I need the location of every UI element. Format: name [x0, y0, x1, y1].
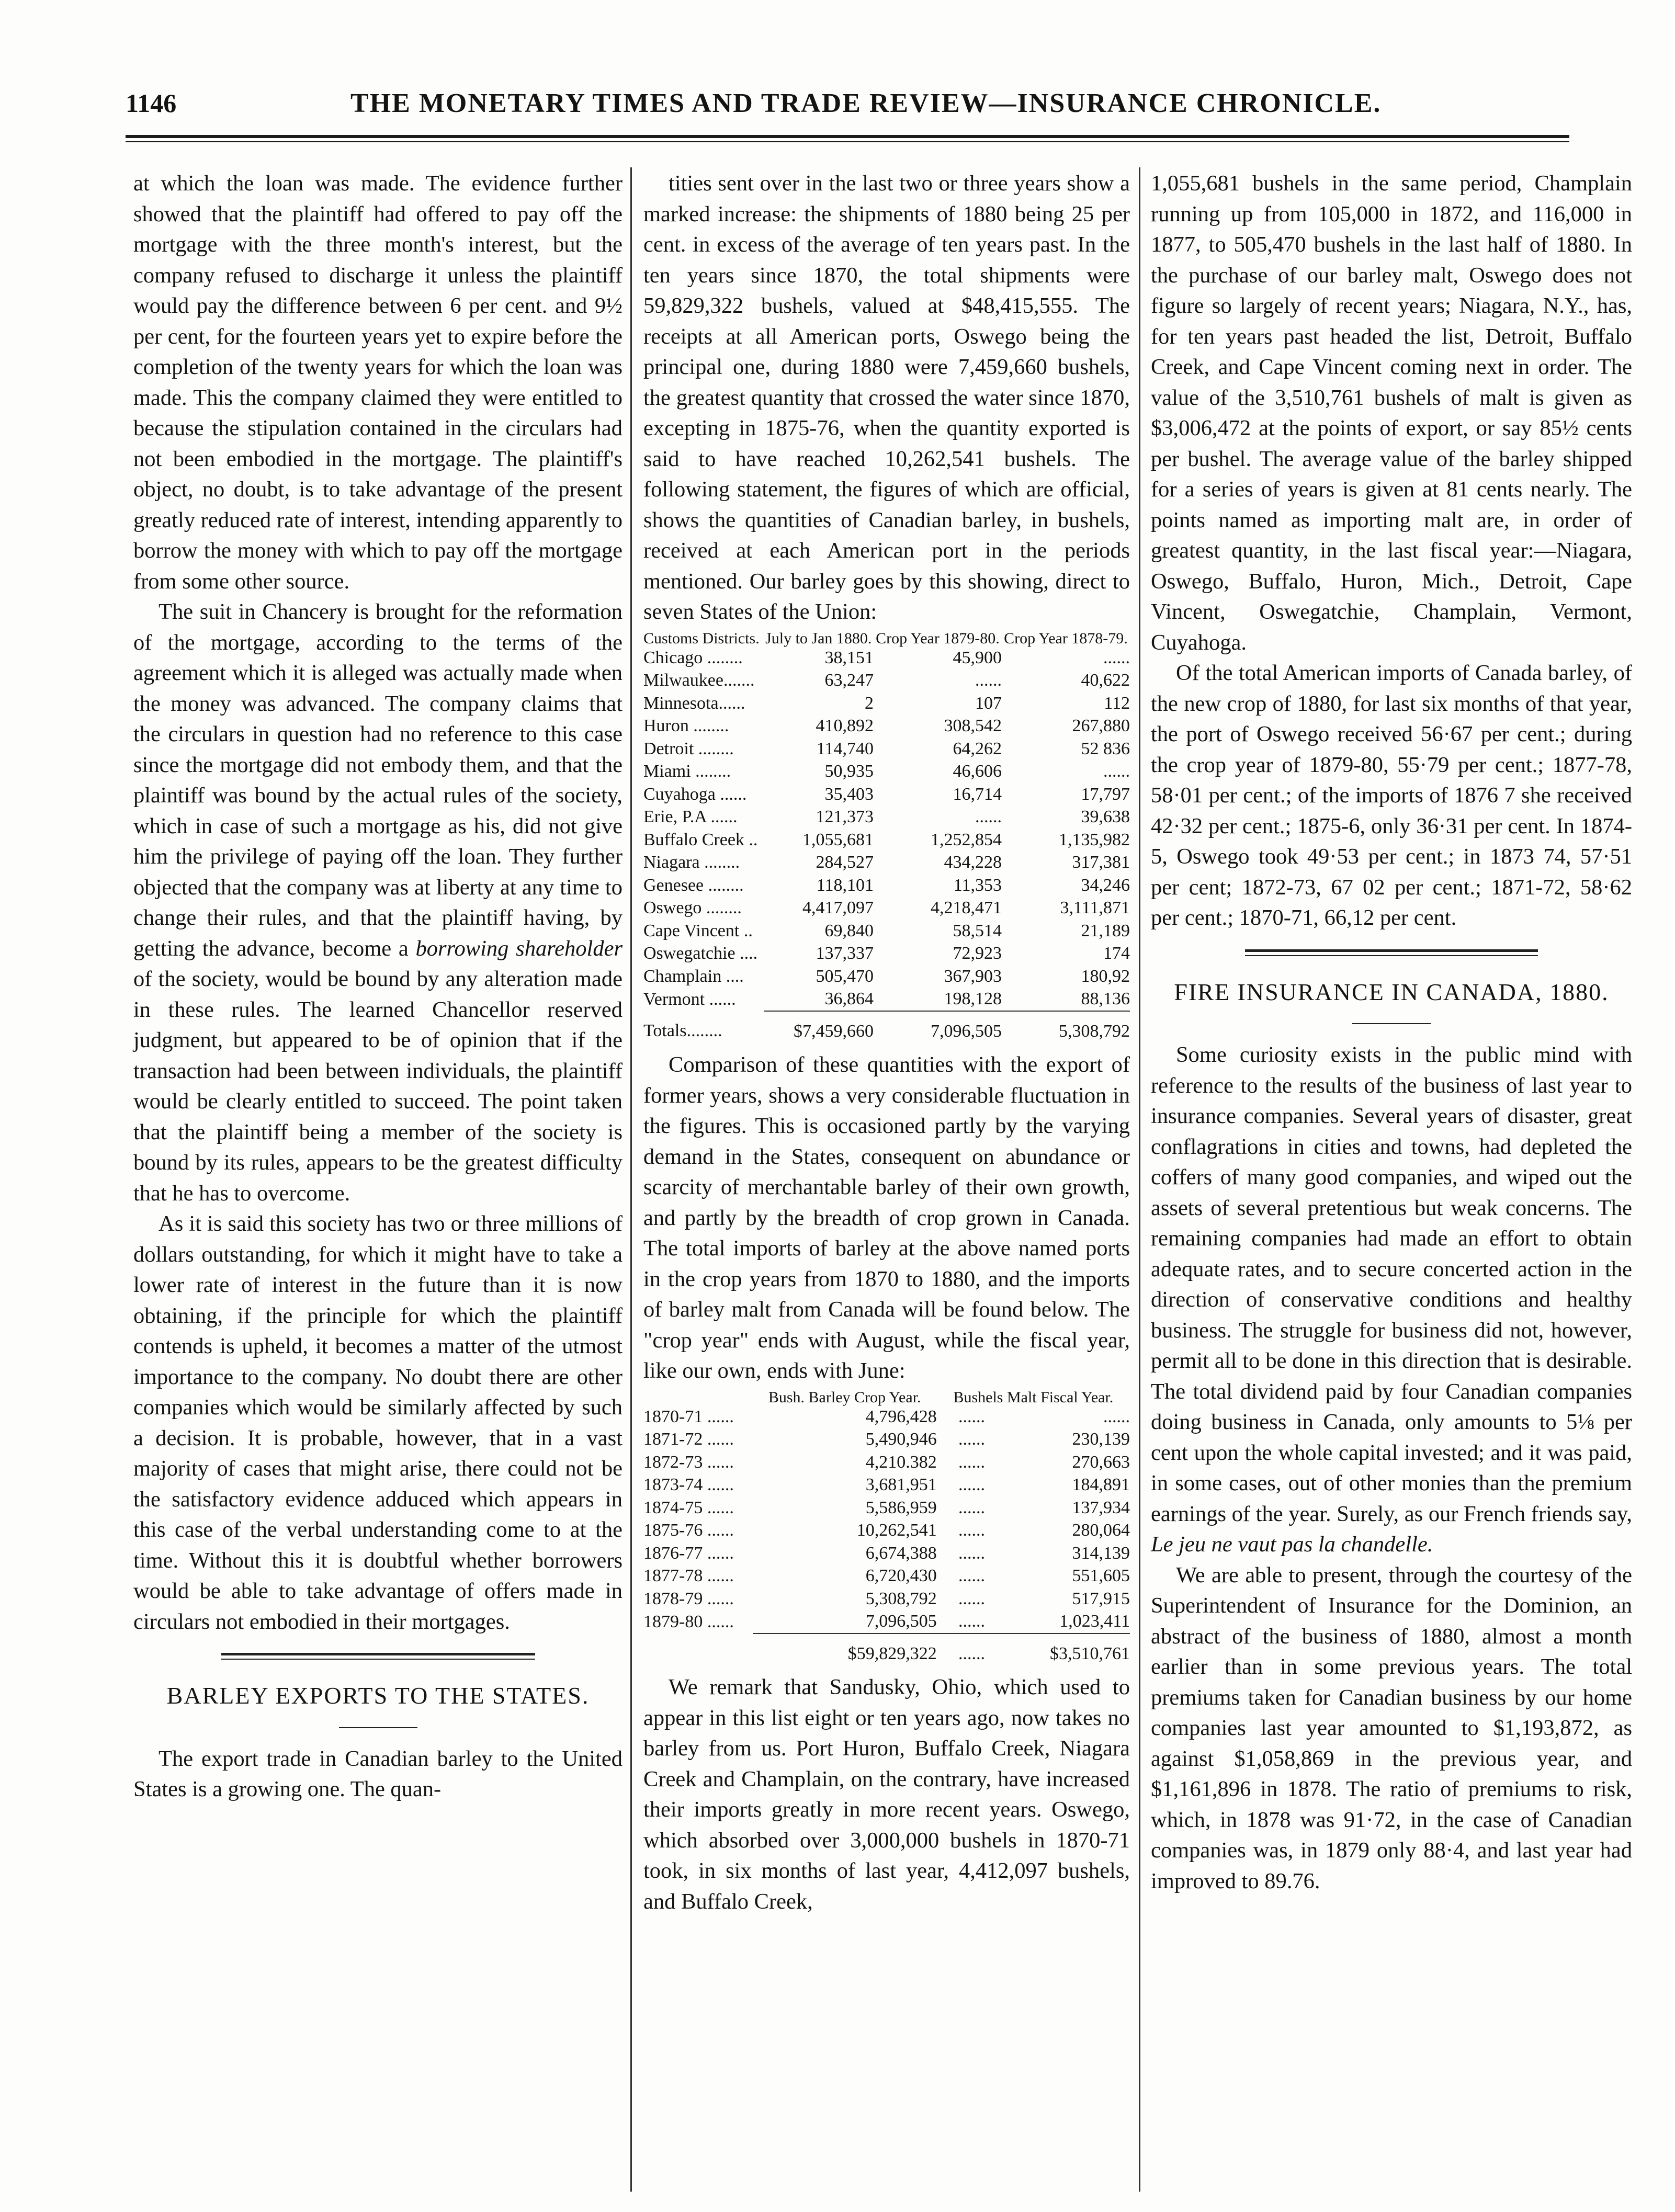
table-cell: 10,262,541 — [856, 1521, 937, 1540]
table-cell: 1,135,982 — [1059, 830, 1130, 849]
table-cell: 1874-75 ...... — [643, 1498, 734, 1517]
table-cell: 36,864 — [824, 989, 874, 1008]
table-cell: 63,247 — [824, 671, 874, 690]
table-cell: 314,139 — [1072, 1543, 1130, 1563]
paragraph: tities sent over in the last two or three years show a marked increase: the shipments of 1880 being 25 per cent. in excess of the average of ten years past. In the ten years since 1870, the total shipments were 59,829,322 bushels, valued at $48,415,555. The receipts at all American ports, Oswego being the principal one, during 1880 were 7,459,660 bushels, the greatest quantity that crossed the water since 1870, excepting in 1875-76, when the quantity exported is said to have reached 10,262,541 bushels. The following statement, the figures of which are official, shows the quantities of Canadian barley, in bushels, received at each American port in the periods mentioned. Our barley goes by this showing, direct to seven States of the Union: — [643, 171, 1130, 624]
text-run: of the society, would be bound by any alteration made in these rules. The learned Chancellor reserved judgment, but appeared to be of opinion that if the transaction had been between individuals, the plaintiff would be clearly entitled to succeed. The point taken that the plaintiff being a member of the society is bound by its rules, appears to be the greatest difficulty that he has to overcome. — [133, 967, 623, 1206]
table-row — [643, 783, 1130, 806]
table-cell: 69,840 — [824, 921, 874, 940]
paragraph: The export trade in Canadian barley to the United States is a growing one. The quan- — [133, 1746, 623, 1801]
table-cell: 517,915 — [1072, 1589, 1130, 1608]
table-row — [643, 1451, 1130, 1474]
table-cell: Champlain .... — [643, 966, 744, 986]
table-cell: 267,880 — [1072, 716, 1130, 735]
paragraph: We are able to present, through the courtesy of the Superintendent of Insurance for the Dominion, an abstract of the business of 1880, almost a month earlier than in some previous years. The total premiums taken for Canadian business by our home companies last year amounted to $1,193,872, as against $1,058,869 in the previous year, and $1,161,896 in 1878. The ratio of premiums to risk, which, in 1878 was 91·72, in the case of Canadian companies was, in 1879 only 88·4, and last year had improved to 89.76. — [1151, 1562, 1632, 1893]
paragraph — [133, 597, 623, 1209]
table-cell: 184,891 — [1072, 1475, 1130, 1494]
page-header — [126, 88, 1569, 135]
column-3 — [1151, 168, 1632, 1897]
table-row — [643, 829, 1130, 852]
table-cell: ...... — [958, 1498, 986, 1517]
paragraph: at which the loan was made. The evidence further showed that the plaintiff had offered to pay off the mortgage with the three month's interest, but the company refused to discharge it unless the plaintiff would pay the difference between 6 per cent. and 9½ per cent, for the fourteen years yet to expire before the completion of the twenty years for which the loan was made. This the company claimed they were entitled to because the stipulation contained in the circulars had not been embodied in the mortgage. The plaintiff's object, no doubt, is to take advantage of the present greatly reduced rate of interest, intending apparently to borrow the money with which to pay off the mortgage from some other source. — [133, 171, 623, 594]
table-cell: 11,353 — [953, 875, 1002, 895]
table-cell: ...... — [958, 1612, 986, 1631]
table-cell: 2 — [864, 693, 874, 713]
table-cell: 317,381 — [1072, 853, 1130, 872]
table-cell: ...... — [975, 671, 1002, 690]
section-heading: BARLEY EXPORTS TO THE STATES. — [166, 1682, 590, 1709]
table-row — [643, 1610, 1130, 1634]
table-cell: 4,417,097 — [802, 898, 874, 917]
table-cell: 34,246 — [1081, 875, 1130, 895]
text-run: The suit in Chancery is brought for the reformation of the mortgage, according to the terms of the agreement which it is alleged was actually made when the money was advanced. The company claims that the circulars in question had no reference to this case since the mortgage did not embody them, and that the plaintiff was bound by the actual rules of the society, which in case of such a mortgage as his, did not give him the privilege of paying off the loan. They further objected that the company was at liberty at any time to change their rules, and that the plaintiff having, by getting the advance, become a — [133, 599, 623, 961]
table-cell: Erie, P.A ...... — [643, 807, 738, 826]
table-cell: 1870-71 ...... — [643, 1406, 734, 1426]
table-cell: 1879-80 ...... — [643, 1612, 734, 1631]
table-cell: 88,136 — [1081, 989, 1130, 1008]
table-cell: 107 — [975, 693, 1002, 713]
table-cell: Miami ........ — [643, 762, 731, 781]
table-cell: 39,638 — [1081, 807, 1130, 826]
paragraph: We remark that Sandusky, Ohio, which used to appear in this list eight or ten years ago, now takes no barley from us. Port Huron, Buffalo Creek, Niagara Creek and Champlain, on the contrary, have increased their imports greatly in more recent years. Oswego, which absorbed over 3,000,000 bushels in 1870-71 took, in six months of last year, 4,412,097 bushels, and Buffalo Creek, — [643, 1675, 1130, 1914]
table-cell: ...... — [975, 807, 1002, 826]
table-cell: 410,892 — [816, 716, 874, 735]
table-cell: Genesee ........ — [643, 875, 744, 895]
column-divider — [630, 167, 632, 2192]
table-row — [643, 646, 1130, 670]
table-cell: 58,514 — [953, 921, 1002, 940]
text-run: Some curiosity exists in the public mind with reference to the results of the business of last year to insurance companies. Several years of disaster, great conflagrations in cities and towns, had depleted the coffers of many good companies, and wiped out the assets of several pretentious but weak concerns. The remaining companies had made an effort to obtain adequate rates, and to secure concerted action in the direction of conservative conditions and healthy business. The struggle for business did not, however, permit all to be done in this direction that is desirable. The total dividend paid by four Canadian companies doing business in Canada, only amounts to 5⅛ per cent upon the whole capital invested; and it was paid, in some cases, out of other monies than the premium earnings of the year. Surely, as our French friends say, — [1151, 1042, 1632, 1526]
table-cell: 308,542 — [944, 716, 1002, 735]
table-cell: 174 — [1103, 944, 1130, 963]
table-row — [643, 965, 1130, 988]
table-cell: 1872-73 ...... — [643, 1452, 734, 1472]
table-cell: 3,111,871 — [1060, 898, 1130, 917]
table-row — [643, 1428, 1130, 1451]
barley-by-year-table — [643, 1390, 1130, 1665]
column-divider — [1139, 167, 1140, 2192]
table-cell: 17,797 — [1081, 784, 1130, 804]
italic-text: borrowing shareholder — [415, 936, 623, 961]
table-total-cell: $7,459,660 — [764, 1011, 874, 1043]
table-cell: 72,923 — [953, 944, 1002, 963]
table-row — [643, 851, 1130, 874]
table-total-cell — [643, 1634, 753, 1665]
table-cell: Oswegatchie .... — [643, 944, 758, 963]
column-1 — [133, 168, 623, 1805]
table-cell: 118,101 — [816, 875, 874, 895]
table-cell: 1,252,854 — [930, 830, 1002, 849]
running-title: THE MONETARY TIMES AND TRADE REVIEW—INSURANCE CHRONICLE. — [350, 88, 1382, 118]
page-number: 1146 — [126, 88, 177, 118]
table-cell: Minnesota...... — [643, 693, 745, 713]
paragraph: 1,055,681 bushels in the same period, Champlain running up from 105,000 in 1872, and 116,000 in 1877, to 505,470 bushels in the last half of 1880. In the purchase of our barley malt, Oswego does not figure so largely of recent years; Niagara, N.Y., has, for ten years past headed the list, Detroit, Buffalo Creek, and Cape Vincent coming next in order. The value of the 3,510,761 bushels of malt is given as $3,006,472 at the points of export, or say 85½ cents per bushel. The average value of the barley shipped for a series of years is given at 81 cents nearly. The points named as importing malt are, in order of greatest quantity, in the last fiscal year:—Niagara, Oswego, Buffalo, Huron, Mich., Detroit, Cape Vincent, Oswegatchie, Champlain, Vermont, Cuyahoga. — [1151, 171, 1632, 655]
table-column-header: Customs Districts. — [643, 629, 760, 647]
table-column-header: Crop Year 1879-80. — [876, 629, 1000, 647]
section-rule — [221, 1653, 535, 1660]
table-cell: 5,586,959 — [865, 1498, 937, 1517]
table-total-cell: ...... — [937, 1634, 985, 1665]
table-cell: ...... — [1103, 1406, 1130, 1426]
paragraph: As it is said this society has two or three millions of dollars outstanding, for which it might have to take a lower rate of interest in the future than it is now obtaining, if the principle for which the plaintiff contends is upheld, it becomes a matter of the utmost importance to the company. No doubt there are other companies which would be similarly affected by such a decision. It is probable, however, that in a vast majority of cases that might arise, there could not be the satisfactory evidence adduced which appears in this case of the verbal understanding come to at the time. Without this it is doubtful whether borrowers would be able to take advantage of offers made in circulars not embodied in their mortgages. — [133, 1211, 623, 1634]
table-cell: 4,796,428 — [865, 1406, 937, 1426]
table-cell: 198,128 — [944, 989, 1002, 1008]
table-cell: 1876-77 ...... — [643, 1543, 734, 1563]
table-cell: 52 836 — [1081, 739, 1130, 758]
table-cell: 112 — [1104, 693, 1130, 713]
table-total-cell: $59,829,322 — [753, 1634, 937, 1665]
table-cell: 45,900 — [953, 648, 1002, 667]
table-row — [643, 738, 1130, 761]
table-total-cell: $3,510,761 — [985, 1634, 1130, 1665]
table-cell: Buffalo Creek .. — [643, 830, 758, 849]
table-cell: 16,714 — [953, 784, 1002, 804]
paragraph: Of the total American imports of Canada barley, of the new crop of 1880, for last six months of that year, the port of Oswego received 56·67 per cent.; during the crop year of 1879-80, 55·79 per cent.; 1877-78, 58·01 per cent.; of the imports of 1876 7 she received 42·32 per cent.; 1875-6, only 36·31 per cent. In 1874-5, Oswego took 49·53 per cent.; in 1873 74, 57·51 per cent; 1872-73, 67 02 per cent.; 1871-72, 58·62 per cent.; 1870-71, 66,12 per cent. — [1151, 661, 1632, 930]
table-cell: ...... — [958, 1589, 986, 1608]
table-cell: 64,262 — [953, 739, 1002, 758]
table-cell: 5,308,792 — [865, 1589, 937, 1608]
table-cell: 1877-78 ...... — [643, 1566, 734, 1585]
table-row — [643, 1405, 1130, 1428]
table-column-header: Crop Year 1878-79. — [1004, 629, 1128, 647]
table-cell: 38,151 — [824, 648, 874, 667]
heading-rule — [1352, 1023, 1431, 1024]
table-cell: 434,228 — [944, 853, 1002, 872]
table-cell: ...... — [958, 1430, 986, 1449]
table-cell: ...... — [958, 1543, 986, 1563]
table-total-cell: Totals........ — [643, 1021, 722, 1040]
table-cell: 4,210.382 — [865, 1452, 937, 1472]
table-cell: Chicago ........ — [643, 648, 743, 667]
table-cell: 137,337 — [816, 944, 874, 963]
table-cell: 1,023,411 — [1059, 1612, 1130, 1631]
table-cell: Cape Vincent .. — [643, 921, 753, 940]
table-row — [643, 942, 1130, 965]
table-cell: ...... — [958, 1452, 986, 1472]
barley-by-district-table — [643, 631, 1130, 1043]
table-cell: Vermont ...... — [643, 989, 736, 1009]
table-cell: 35,403 — [824, 784, 874, 804]
table-cell: ...... — [958, 1566, 986, 1585]
section-heading: FIRE INSURANCE IN CANADA, 1880. — [1174, 978, 1609, 1005]
header-rule-thin — [126, 141, 1569, 142]
header-rule — [126, 135, 1569, 138]
table-row — [643, 988, 1130, 1011]
table-cell: ...... — [1103, 648, 1130, 667]
table-cell: 1,055,681 — [802, 830, 874, 849]
table-cell: 46,606 — [953, 762, 1002, 781]
table-cell: 270,663 — [1072, 1452, 1130, 1472]
table-row — [643, 1587, 1130, 1610]
table-totals-row — [643, 1011, 1130, 1043]
table-row — [643, 760, 1130, 783]
table-row — [643, 714, 1130, 738]
table-row — [643, 1496, 1130, 1519]
table-cell: 4,218,471 — [930, 898, 1002, 917]
table-cell: Detroit ........ — [643, 739, 734, 758]
table-row — [643, 1519, 1130, 1542]
table-cell: 40,622 — [1081, 671, 1130, 690]
table-cell: 284,527 — [816, 853, 874, 872]
table-cell: 50,935 — [824, 762, 874, 781]
table-column-header: Bush. Barley Crop Year. — [768, 1388, 921, 1406]
table-row — [643, 806, 1130, 829]
table-row — [643, 897, 1130, 920]
table-cell: ...... — [958, 1521, 986, 1540]
column-2 — [643, 168, 1130, 1917]
heading-rule — [339, 1727, 417, 1728]
table-cell: 1873-74 ...... — [643, 1475, 734, 1494]
table-cell: 121,373 — [816, 807, 874, 826]
paragraph — [1151, 1040, 1632, 1560]
table-cell: 1875-76 ...... — [643, 1521, 734, 1540]
table-row — [643, 874, 1130, 897]
table-row — [643, 692, 1130, 715]
table-cell: Niagara ........ — [643, 853, 740, 872]
table-cell: 280,064 — [1072, 1521, 1130, 1540]
table-cell: 114,740 — [816, 739, 874, 758]
table-column-header: July to Jan 1880. — [765, 629, 872, 647]
table-cell: 21,189 — [1081, 921, 1130, 940]
table-cell: 230,139 — [1072, 1430, 1130, 1449]
table-cell: 3,681,951 — [865, 1475, 937, 1494]
table-row — [643, 1542, 1130, 1565]
table-cell: 6,720,430 — [865, 1566, 937, 1585]
table-column-header — [643, 1390, 753, 1405]
table-cell: Milwaukee....... — [643, 671, 755, 690]
italic-text: Le jeu ne vaut pas la chandelle. — [1151, 1532, 1433, 1557]
table-cell: 367,903 — [944, 966, 1002, 986]
table-row — [643, 920, 1130, 943]
table-cell: Oswego ........ — [643, 898, 742, 917]
table-cell: 7,096,505 — [865, 1612, 937, 1631]
section-rule — [1245, 949, 1538, 956]
table-cell: ...... — [958, 1475, 986, 1494]
table-cell: ...... — [958, 1406, 986, 1426]
table-totals-row — [643, 1634, 1130, 1665]
table-cell: 551,605 — [1072, 1566, 1130, 1585]
table-row — [643, 669, 1130, 692]
table-cell: Huron ........ — [643, 716, 729, 735]
table-cell: 137,934 — [1072, 1498, 1130, 1517]
table-column-header: Bushels Malt Fiscal Year. — [953, 1388, 1114, 1406]
table-cell: 1871-72 ...... — [643, 1430, 734, 1449]
table-row — [643, 1473, 1130, 1496]
table-cell: 6,674,388 — [865, 1543, 937, 1563]
table-cell: 180,92 — [1081, 966, 1130, 986]
table-cell: 1878-79 ...... — [643, 1589, 734, 1608]
table-cell: 505,470 — [816, 966, 874, 986]
table-cell: 5,490,946 — [865, 1430, 937, 1449]
table-cell: Cuyahoga ...... — [643, 784, 747, 804]
table-total-cell: 7,096,505 — [874, 1011, 1002, 1043]
table-cell: ...... — [1103, 762, 1130, 781]
table-total-cell: 5,308,792 — [1002, 1011, 1130, 1043]
table-row — [643, 1564, 1130, 1587]
paragraph: Comparison of these quantities with the export of former years, shows a very considerable fluctuation in the figures. This is occasioned partly by the varying demand in the States, consequent on abundance or scarcity of merchantable barley of their own growth, and partly by the breadth of crop grown in Canada. The total imports of barley at the above named ports in the crop years from 1870 to 1880, and the imports of barley malt from Canada will be found below. The "crop year" ends with August, while the fiscal year, like our own, ends with June: — [643, 1052, 1130, 1383]
